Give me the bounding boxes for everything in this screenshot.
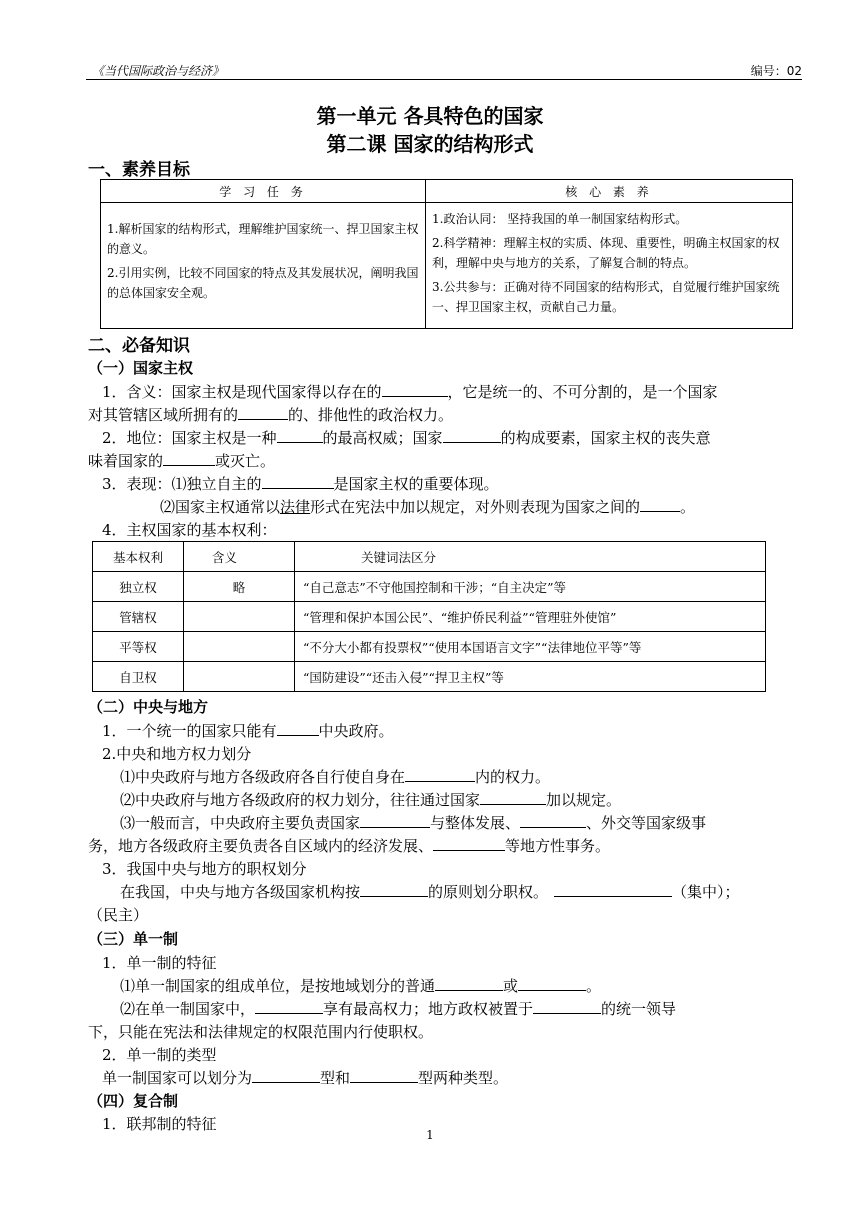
right-meaning	[184, 632, 295, 662]
text: 内的权力。	[475, 768, 551, 786]
unitary-heading: （三）单一制	[88, 930, 179, 948]
text: ⑴中央政府与地方各级政府各自行使自身在	[120, 768, 406, 786]
blank	[520, 813, 586, 828]
right-meaning	[184, 602, 295, 632]
text: 的构成要素，国家主权的丧失意	[500, 429, 711, 447]
text: 型和	[320, 1069, 351, 1087]
unitary-line-3	[120, 998, 676, 1019]
text: 对其管辖区域所拥有的	[88, 406, 239, 424]
compound-line-1: 1．联邦制的特征	[102, 1115, 217, 1133]
central-line-8	[120, 881, 740, 902]
text: 等地方性事务。	[505, 837, 611, 855]
right-name: 管辖权	[93, 602, 184, 632]
right-keywords: “国防建设”“还击入侵”“捍卫主权”等	[295, 662, 766, 692]
goals-head-core: 核 心 素 养	[426, 180, 793, 203]
text: 中央政府。	[318, 722, 394, 740]
blank	[360, 882, 428, 897]
text: 、外交等国家级事	[586, 814, 707, 832]
blank	[433, 836, 505, 851]
text: ⑵在单一制国家中，	[120, 1000, 256, 1018]
sovereignty-line-5	[102, 473, 499, 494]
central-line-4	[120, 789, 621, 810]
right-meaning: 略	[184, 572, 295, 602]
text: 。	[586, 977, 602, 995]
blank	[382, 382, 448, 397]
text: 形式在宪法中加以规定，对外则表现为国家之间的	[310, 498, 641, 516]
sovereignty-line-1	[102, 381, 718, 402]
text: 加以规定。	[546, 791, 622, 809]
unitary-line-1: 1．单一制的特征	[102, 954, 217, 972]
header-serial-number: 编号：02	[750, 64, 802, 78]
goal-task-2: 2.引用实例，比较不同国家的特点及其发展状况，阐明我国的总体国家安全观。	[107, 266, 419, 300]
table-row	[93, 572, 766, 602]
unitary-line-2	[120, 975, 601, 996]
unit-title: 第一单元 各具特色的国家	[316, 104, 544, 128]
blank	[435, 976, 503, 991]
text: 3．表现：⑴独立自主的	[102, 475, 262, 493]
section-knowledge-heading: 二、必备知识	[88, 336, 190, 356]
blank	[480, 790, 546, 805]
text: 2．地位：国家主权是一种	[102, 429, 277, 447]
blank	[350, 1068, 418, 1083]
blank	[277, 428, 323, 443]
right-name: 平等权	[93, 632, 184, 662]
blank	[533, 999, 601, 1014]
text: 的最高权威；国家	[322, 429, 443, 447]
law-underlined: 法律	[280, 498, 311, 516]
blank	[405, 767, 475, 782]
blank	[163, 451, 215, 466]
text: ⑵中央政府与地方各级政府的权力划分，往往通过国家	[120, 791, 481, 809]
goals-cores-cell	[426, 203, 793, 329]
table-row	[93, 632, 766, 662]
blank	[252, 1068, 320, 1083]
central-line-3	[120, 766, 550, 787]
table-row	[93, 662, 766, 692]
blank	[277, 721, 319, 736]
compound-heading: （四）复合制	[88, 1092, 179, 1110]
header-book-title: 《当代国际政治与经济》	[92, 64, 225, 78]
header-rule	[86, 79, 802, 80]
central-line-7: 3．我国中央与地方的职权划分	[102, 860, 307, 878]
central-line-9: （民主）	[88, 906, 149, 924]
page-number: 1	[426, 1128, 434, 1142]
blank	[640, 497, 680, 512]
blank	[360, 813, 430, 828]
section-goals-heading: 一、素养目标	[88, 160, 190, 180]
blank	[554, 882, 672, 897]
unitary-line-5: 2．单一制的类型	[102, 1046, 217, 1064]
text: 或灭亡。	[215, 452, 276, 470]
unitary-line-6	[102, 1067, 508, 1088]
right-name: 独立权	[93, 572, 184, 602]
right-keywords: “不分大小都有投票权”“使用本国语言文字”“法律地位平等”等	[295, 632, 766, 662]
sovereignty-line-2	[88, 404, 453, 425]
lesson-title: 第二课 国家的结构形式	[326, 132, 534, 156]
right-keywords: “管理和保护本国公民”、“维护侨民利益”“管理驻外使馆”	[295, 602, 766, 632]
rights-head-1: 基本权利	[93, 542, 184, 572]
central-local-heading: （二）中央与地方	[88, 698, 209, 716]
text: （集中）；	[672, 883, 740, 901]
sovereignty-line-3	[102, 427, 711, 448]
central-line-1	[102, 720, 394, 741]
central-line-6	[88, 835, 610, 856]
text: ⑵国家主权通常以	[160, 498, 281, 516]
blank	[255, 999, 323, 1014]
goal-task-1: 1.解析国家的结构形式，理解维护国家统一、捍卫国家主权的意义。	[107, 222, 419, 256]
text: 的统一领导	[601, 1000, 677, 1018]
text: 或	[503, 977, 519, 995]
sovereignty-line-4	[88, 450, 275, 471]
text: 味着国家的	[88, 452, 164, 470]
text: 1．一个统一的国家只能有	[102, 722, 277, 740]
text: 的、排他性的政治权力。	[288, 406, 454, 424]
goals-head-task: 学 习 任 务	[101, 180, 426, 203]
right-name: 自卫权	[93, 662, 184, 692]
sovereignty-heading: （一）国家主权	[88, 359, 194, 377]
text: 。	[680, 498, 696, 516]
text: 是国家主权的重要体现。	[333, 475, 499, 493]
text: 在我国，中央与地方各级国家机构按	[120, 883, 361, 901]
goal-core-3: 3.公共参与：正确对待不同国家的结构形式，自觉履行维护国家统一、捍卫国家主权，贡献自己力量。	[432, 280, 780, 314]
rights-head-3: 关键词法区分	[295, 542, 766, 572]
right-keywords: “自己意志”不守他国控制和干涉；“自主决定”等	[295, 572, 766, 602]
text: 务，地方各级政府主要负责各自区域内的经济发展、	[88, 837, 434, 855]
sovereignty-line-6	[160, 496, 695, 517]
goal-core-2: 2.科学精神：理解主权的实质、体现、重要性，明确主权国家的权利，理解中央与地方的关系，了解复合制的特点。	[432, 236, 780, 270]
rights-head-2: 含义	[184, 542, 295, 572]
central-line-5	[120, 812, 706, 833]
text: 单一制国家可以划分为	[102, 1069, 253, 1087]
goals-table	[100, 179, 793, 329]
goal-core-1: 1.政治认同： 坚持我国的单一制国家结构形式。	[432, 212, 688, 226]
right-meaning	[184, 662, 295, 692]
rights-table	[92, 541, 766, 692]
goals-tasks-cell	[101, 203, 426, 329]
text: 享有最高权力；地方政权被置于	[323, 1000, 534, 1018]
sovereignty-line-7: 4．主权国家的基本权利：	[102, 521, 277, 539]
blank	[262, 474, 334, 489]
text: 与整体发展、	[430, 814, 521, 832]
text: 型两种类型。	[418, 1069, 509, 1087]
text: ⑶一般而言，中央政府主要负责国家	[120, 814, 361, 832]
text: ，它是统一的、不可分割的，是一个国家	[447, 383, 718, 401]
blank	[238, 405, 288, 420]
text: 1．含义：国家主权是现代国家得以存在的	[102, 383, 382, 401]
table-row	[93, 602, 766, 632]
blank	[518, 976, 586, 991]
text: 的原则划分职权。	[428, 883, 549, 901]
central-line-2: 2.中央和地方权力划分	[102, 745, 252, 763]
unitary-line-4: 下，只能在宪法和法律规定的权限范围内行使职权。	[88, 1023, 434, 1041]
blank	[443, 428, 501, 443]
text: ⑴单一制国家的组成单位，是按地域划分的普通	[120, 977, 436, 995]
